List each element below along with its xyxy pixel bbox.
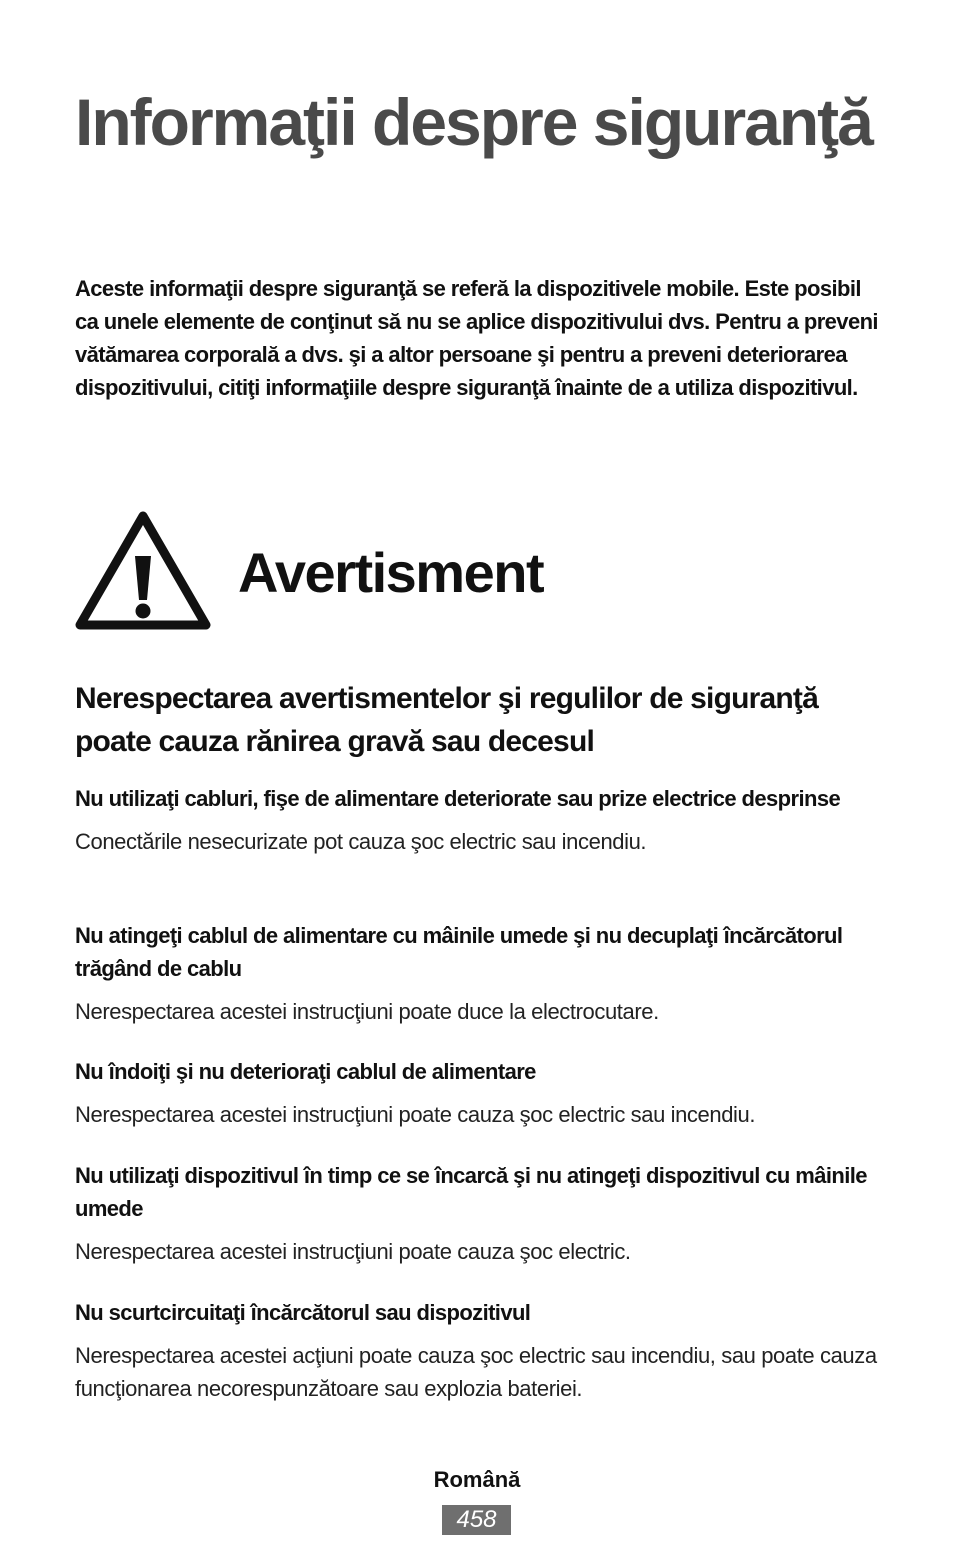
rule-heading: Nu scurtcircuitaţi încărcătorul sau dispozitivul: [75, 1300, 531, 1325]
rule-text: Nerespectarea acestei instrucţiuni poate cauza şoc electric.: [75, 1239, 631, 1264]
page-number: 458: [442, 1505, 511, 1535]
rule-heading: Nu utilizaţi cabluri, fişe de alimentare deteriorate sau prize electrice desprinse: [75, 786, 841, 811]
page-title: Informaţii despre siguranţă: [75, 85, 872, 159]
section-heading: Nerespectarea avertismentelor şi regulilor de siguranţă poate cauza rănirea gravă sau decesul: [75, 682, 818, 758]
rule-item: [75, 1296, 895, 1405]
warning-title: Avertisment: [238, 541, 544, 604]
rule-text: Nerespectarea acestei instrucţiuni poate cauza şoc electric sau incendiu.: [75, 1102, 756, 1127]
rule-heading: Nu atingeţi cablul de alimentare cu mâinile umede şi nu decuplaţi încărcătorul trăgând de cablu: [75, 923, 843, 981]
rule-item: [75, 1055, 895, 1131]
rule-item: [75, 782, 895, 858]
intro-paragraph: Aceste informaţii despre siguranţă se referă la dispozitivele mobile. Este posibil ca unele elemente de conţinut să nu se aplice dispozitivului dvs. Pentru a preveni vătămarea corporală a dvs. şi a altor persoane şi pentru a preveni deteriorarea dispozitivului, citiţi informaţiile despre siguranţă înainte de a utiliza dispozitivul.: [75, 276, 878, 400]
rule-text: Nerespectarea acestei instrucţiuni poate duce la electrocutare.: [75, 999, 659, 1024]
warning-triangle-icon: [74, 508, 212, 632]
rule-item: [75, 919, 895, 1028]
footer-language: Română: [433, 1467, 521, 1492]
rule-heading: Nu îndoiţi şi nu deterioraţi cablul de alimentare: [75, 1059, 536, 1084]
rule-text: Nerespectarea acestei acţiuni poate cauza şoc electric sau incendiu, sau poate cauza funcţionarea necorespunzătoare sau explozia bateriei.: [75, 1343, 877, 1401]
rule-item: [75, 1159, 895, 1268]
rule-heading: Nu utilizaţi dispozitivul în timp ce se încarcă şi nu atingeţi dispozitivul cu mâinile umede: [75, 1163, 867, 1221]
rule-text: Conectările nesecurizate pot cauza şoc electric sau incendiu.: [75, 829, 647, 854]
